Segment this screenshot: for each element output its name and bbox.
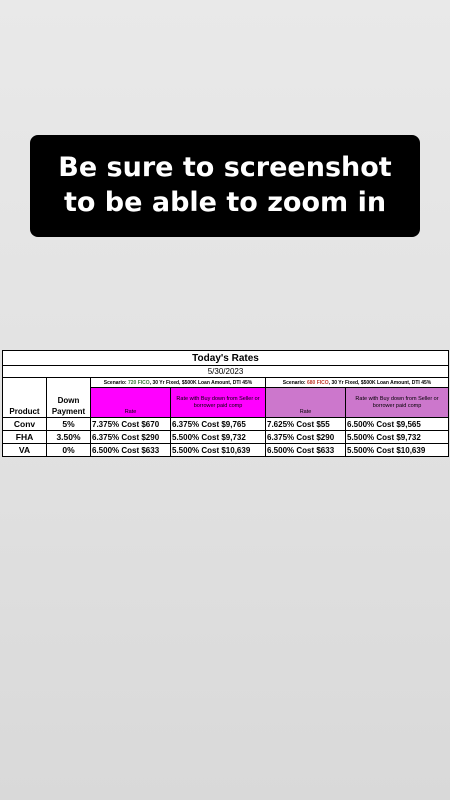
scenario-a-rate-cell: 7.375% Cost $670	[91, 418, 171, 431]
scenario-a-buydown-header: Rate with Buy down from Seller or borrower paid comp	[171, 388, 266, 418]
scenario-b-buydown-cell: 6.500% Cost $9,565	[346, 418, 449, 431]
scenario-b-rate-cell: 6.375% Cost $290	[266, 431, 346, 444]
caption-banner	[30, 135, 420, 237]
scenario-a-buydown-cell: 5.500% Cost $9,732	[171, 431, 266, 444]
caption-line-1: Be sure to screenshot	[58, 152, 392, 183]
scenario-b-rate-cell: 6.500% Cost $633	[266, 444, 346, 457]
scenario-b-buydown-cell: 5.500% Cost $10,639	[346, 444, 449, 457]
down-payment-cell: 0%	[47, 444, 91, 457]
scenario-b-buydown-header: Rate with Buy down from Seller or borrower paid comp	[346, 388, 449, 418]
product-cell: VA	[3, 444, 47, 457]
scenario-a-rate-header: Rate	[91, 388, 171, 418]
rates-table	[2, 350, 449, 457]
table-date: 5/30/2023	[3, 366, 449, 378]
caption-line-2: to be able to zoom in	[63, 187, 387, 218]
scenario-b-details: , 30 Yr Fixed, $500K Loan Amount, DTI 45%	[328, 379, 432, 386]
scenario-b-prefix: Scenario:	[282, 379, 307, 386]
scenario-a-prefix: Scenario:	[103, 379, 128, 386]
down-payment-header: Down Payment	[47, 378, 91, 418]
scenario-a-details: , 30 Yr Fixed, $500K Loan Amount, DTI 45%	[149, 379, 253, 386]
down-payment-cell: 5%	[47, 418, 91, 431]
scenario-b-buydown-cell: 5.500% Cost $9,732	[346, 431, 449, 444]
date-row	[3, 366, 449, 378]
table-row	[3, 444, 449, 457]
down-payment-cell: 3.50%	[47, 431, 91, 444]
table-title: Today's Rates	[3, 351, 449, 366]
scenario-b-fico: 680 FICO	[306, 379, 329, 386]
table-row	[3, 418, 449, 431]
scenario-row	[3, 378, 449, 388]
scenario-b-rate-cell: 7.625% Cost $55	[266, 418, 346, 431]
scenario-b-header	[266, 378, 449, 388]
product-cell: FHA	[3, 431, 47, 444]
scenario-a-rate-cell: 6.375% Cost $290	[91, 431, 171, 444]
product-header: Product	[3, 378, 47, 418]
scenario-a-header	[91, 378, 266, 388]
scenario-a-rate-cell: 6.500% Cost $633	[91, 444, 171, 457]
rates-table-container	[2, 350, 448, 457]
title-row	[3, 351, 449, 366]
scenario-b-rate-header: Rate	[266, 388, 346, 418]
table-row	[3, 431, 449, 444]
product-cell: Conv	[3, 418, 47, 431]
scenario-a-fico: 720 FICO	[127, 379, 150, 386]
scenario-a-buydown-cell: 6.375% Cost $9,765	[171, 418, 266, 431]
scenario-a-buydown-cell: 5.500% Cost $10,639	[171, 444, 266, 457]
